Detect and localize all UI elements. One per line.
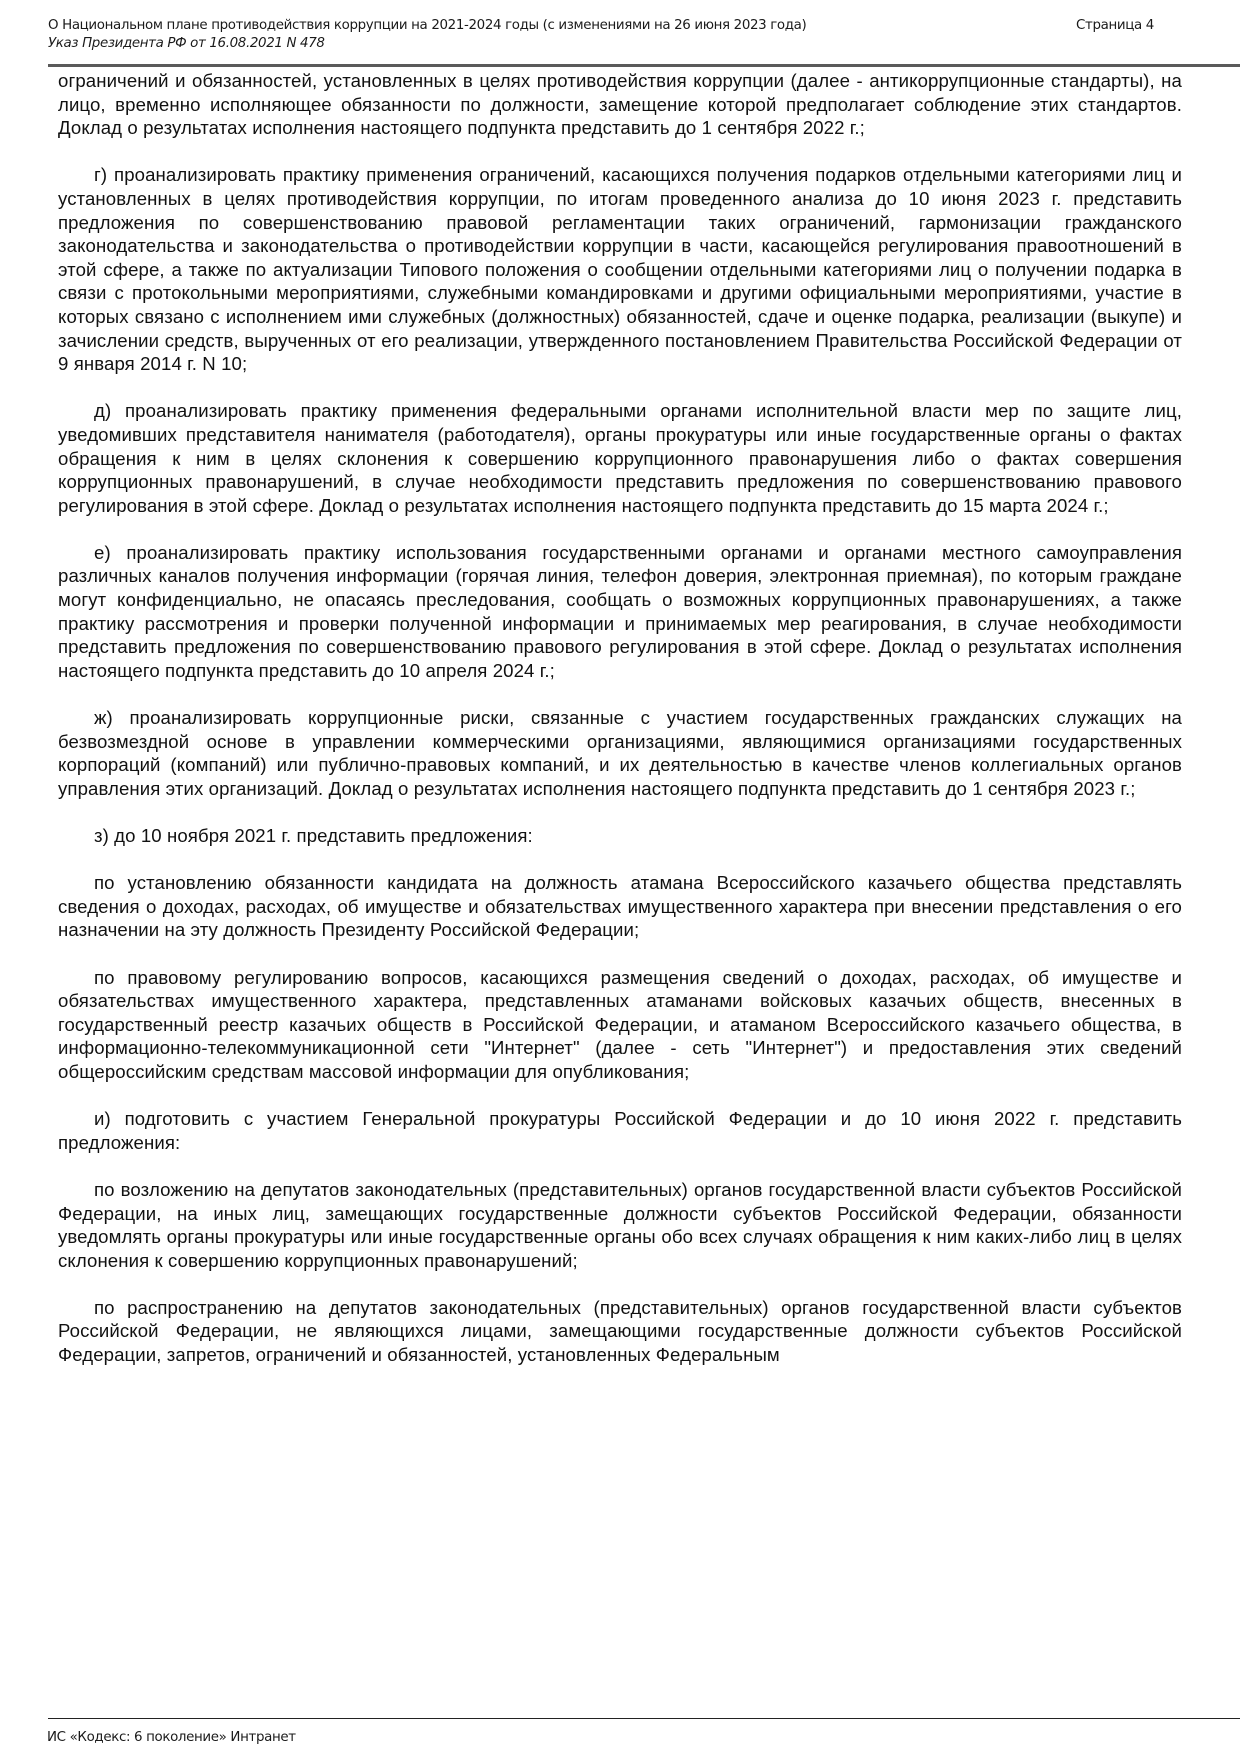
paragraph-item-e: е) проанализировать практику использования государственными органами и органами местного самоуправления различных каналов получения информации (горячая линия, телефон доверия, электронная приемная), по которым граждане могут конфиденциально, не опасаясь преследования, сообщать о возможных коррупционных правонарушениях, а также практику рассмотрения и проверки полученной информации и принимаемых мер реагирования, в случае необходимости представить предложения по совершенствованию правового регулирования в этой сфере. Доклад о результатах исполнения настоящего подпункта представить до 10 апреля 2024 г.;: [58, 541, 1182, 681]
footer-divider: [48, 1718, 1240, 1719]
paragraph-item-d: д) проанализировать практику применения федеральными органами исполнительной власти мер по защите лиц, уведомивших представителя нанимателя (работодателя), органы прокуратуры или иные государственные органы о фактах обращения к ним в целях склонения к совершению коррупционного правонарушения либо о фактах совершения коррупционных правонарушений, в случае необходимости представить предложения по совершенствованию правового регулирования в этой сфере. Доклад о результатах исполнения настоящего подпункта представить до 15 марта 2024 г.;: [58, 400, 1182, 516]
header-divider: [48, 64, 1240, 67]
paragraph-item-i-sub-2: по распространению на депутатов законодательных (представительных) органов государственной власти субъектов Российской Федерации, не являющихся лицами, замещающими государственные должности субъектов Российской Федерации, запретов, ограничений и обязанностей, установленных Федеральным: [58, 1296, 1182, 1366]
paragraph-item-z: з) до 10 ноября 2021 г. представить предложения:: [94, 825, 533, 846]
paragraph-item-z-sub-1: по установлению обязанности кандидата на должность атамана Всероссийского казачьего общества представлять сведения о доходах, расходах, об имуществе и обязательствах имущественного характера при внесении представления о его назначении на эту должность Президенту Российской Федерации;: [58, 872, 1182, 941]
document-subtitle: Указ Президента РФ от 16.08.2021 N 478: [48, 36, 325, 51]
paragraph-item-z-sub-2: по правовому регулированию вопросов, касающихся размещения сведений о доходах, расходах, об имуществе и обязательствах имущественного характера, представленных атаманами войсковых казачьих обществ, внесенных в государственный реестр казачьих обществ в Российской Федерации, и атаманом Всероссийского казачьего общества, в информационно-телекоммуникационной сети "Интернет" (далее - сеть "Интернет") и предоставления этих сведений общероссийским средствам массовой информации для опубликования;: [58, 966, 1182, 1082]
page-number: Страница 4: [1076, 18, 1154, 33]
paragraph-item-zh: ж) проанализировать коррупционные риски, связанные с участием государственных гражданских служащих на безвозмездной основе в управлении коммерческими организациями, являющимися организациями государственных корпораций (компаний) или публично-правовых компаний, и их деятельностью в качестве членов коллегиальных органов управления этих организаций. Доклад о результатах исполнения настоящего подпункта представить до 1 сентября 2023 г.;: [58, 707, 1182, 799]
page-footer: ИС «Кодекс: 6 поколение» Интранет: [47, 1730, 296, 1745]
paragraph-item-i-sub-1: по возложению на депутатов законодательных (представительных) органов государственной власти субъектов Российской Федерации, на иных лиц, замещающих государственные должности субъектов Российской Федерации, обязанности уведомлять органы прокуратуры или иные государственные органы обо всех случаях обращения к ним каких-либо лиц в целях склонения к совершению коррупционных правонарушений;: [58, 1178, 1182, 1271]
paragraph-continuation: ограничений и обязанностей, установленных в целях противодействия коррупции (далее - антикоррупционные стандарты), на лицо, временно исполняющее обязанности по должности, замещение которой предполагает соблюдение этих стандартов. Доклад о результатах исполнения настоящего подпункта представить до 1 сентября 2022 г.;: [58, 70, 1182, 139]
paragraph-item-i: и) подготовить с участием Генеральной прокуратуры Российской Федерации и до 10 июня 2022 г. представить предложения:: [58, 1108, 1182, 1153]
document-body: [58, 69, 1182, 1367]
document-title: О Национальном плане противодействия коррупции на 2021-2024 годы (с изменениями на 26 июня 2023 года): [48, 18, 807, 33]
page-header: [48, 16, 1192, 64]
paragraph-item-g: г) проанализировать практику применения ограничений, касающихся получения подарков отдельными категориями лиц и установленных в целях противодействия коррупции, по итогам проведенного анализа до 10 июня 2023 г. представить предложения по совершенствованию правовой регламентации таких ограничений, гармонизации гражданского законодательства и законодательства о противодействии коррупции в части, касающейся регулирования правоотношений в этой сфере, а также по актуализации Типового положения о сообщении отдельными категориями лиц о получении подарка в связи с протокольными мероприятиями, служебными командировками и другими официальными мероприятиями, участие в которых связано с исполнением ими служебных (должностных) обязанностей, сдаче и оценке подарка, реализации (выкупе) и зачислении средств, вырученных от его реализации, утвержденного постановлением Правительства Российской Федерации от 9 января 2014 г. N 10;: [58, 164, 1182, 375]
